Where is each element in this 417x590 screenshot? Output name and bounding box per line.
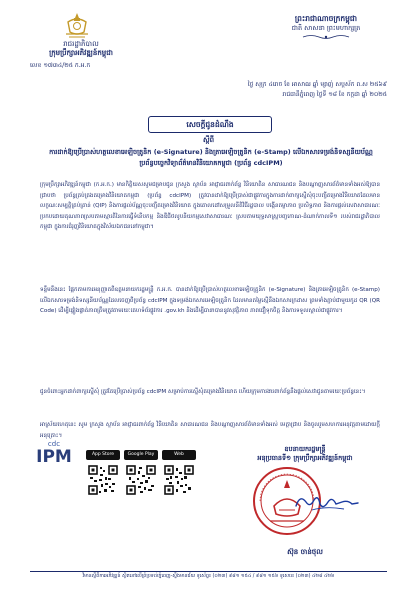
paragraph-1: ក្រុមប្រឹក្សាអភិវឌ្ឍន៍កម្ពុជា (ក.អ.ក.) មានកិត្តិយសសូមជម្រាបជូន ក្រសួង ស្ថាប័ន អាជ្ញាធរពាក់ព័ន្ធ វិនិយោគិន សាធារណជន និងបណ្តាញសារព័ត៌មានទាំងអស់ឱ្យបានជ្រាបថា ប្រព័ន្ធគ្រប់គ្រងគម្រោងវិនិយោគកម្ពុជា (ប្រព័ន្ធ cdcIPM) ត្រូវបានដាក់ឱ្យប្រើប្រាស់ជាផ្លូវការក្នុងការដាក់ពាក្យស្នើសុំចុះបញ្ជីគម្រោងវិនិយោគដែលមានលក្ខណៈសម្បត្តិគ្រប់គ្រាន់ (QIP) និងការផ្តល់ប័ណ្ណចុះបញ្ជីគម្រោងវិនិយោគ ក្នុងគោលដៅសម្រួលនីតិវិធីរដ្ឋបាល បង្កើនតម្លាភាព ប្រសិទ្ធភាព និងការផ្តល់សេវាសាធារណៈប្រកបដោយគុណភាពស្របតាមស្មារតីនៃការធ្វើទំនើបកម្ម និងឌីជីថលូបនីយកម្មសេវាសាធារណៈ ស្របតាមយុទ្ធសាស្ត្របញ្ចកោណ-ដំណាក់កាលទី១ របស់រាជរដ្ឋាភិបាលកម្ពុជា ក្នុងការជំរុញវិនិយោគក្នុងវិស័យឯកជននៅកម្ពុជា។ xyxy=(40,182,380,230)
paragraph-2: ទន្ទឹមនឹងនេះ ផ្អែកតាមការអនុញ្ញាតពីឧត្តមនាយករដ្ឋមន្ត្រី ក.អ.ក. បានដាក់ឱ្យប្រើប្រាស់ហត្ថលេខាអេឡិចត្រូនិក (e-Signature) និងត្រាអេឡិចត្រូនិក (e-Stamp) លើឯកសារទម្រង់និទស្សនីយប័ណ្ណដែលចេញពីប្រព័ន្ធ cdcIPM ក្នុងទម្រង់ឯកសារអេឡិចត្រូនិក ដែលមានតម្លៃស្មើនឹងឯកសារក្រដាស ព្រមទាំងភ្ជាប់ជាមួយកូដ QR (QR Code) ដើម្បីផ្ទៀងផ្ទាត់ភាពត្រឹមត្រូវតាមរយៈគេហទំព័រផ្លូវការ .gov.kh និងដើម្បីធានាបាននូវសុវត្ថិភាព ភាពជឿទុកចិត្ត និងការទទួលស្គាល់ជាផ្លូវការ។ xyxy=(40,287,380,314)
handwritten-signature xyxy=(292,490,362,516)
lunar-date: ថ្ងៃ សុក្រ ៤រោច ខែ អាសាឍ ឆ្នាំ ម្សាញ់ សប្តស័ក ព.ស ២៥៦៩ xyxy=(247,81,387,88)
app-store-badge[interactable]: App Store xyxy=(86,450,120,460)
paragraph-3: ជូនចំពោះអ្នកដាក់ពាក្យស្នើសុំ ត្រូវតែប្រើប្រាស់ប្រព័ន្ធ cdcIPM សម្រាប់ការស្នើសុំគម្រោងវិនិយោគ ហើយក្រុមការងារពាក់ព័ន្ធនឹងផ្តល់សេវាជូនតាមរយៈប្រព័ន្ធនេះ។ xyxy=(40,389,366,395)
kingdom-heading xyxy=(271,14,381,40)
nation-motto: ជាតិ សាសនា ព្រះមហាក្សត្រ xyxy=(291,24,361,32)
brand-cdc: cdc xyxy=(47,440,61,448)
reference-number: លេខ ១៧៣៤/២៥ ក.អ.ក xyxy=(30,62,91,69)
subject-text: ការដាក់ឱ្យប្រើប្រាស់ហត្ថលេខាអេឡិចត្រូនិក (e-Signature) និងត្រាអេឡិចត្រូនិក (e-Stamp) លើឯកសារទម្រង់និទស្សនីយប័ណ្ណប្រព័ន្ធបច្ចេកវិទ្យាព័ត៌មានវិនិយោគកម្ពុជា (ប្រព័ន្ធ cdcIPM) xyxy=(49,148,373,167)
signatory-position: ឧបនាយករដ្ឋមន្ត្រី xyxy=(284,445,326,453)
document-title: សេចក្តីជូនដំណឹង xyxy=(148,116,272,133)
date-block xyxy=(197,80,387,100)
web-badge[interactable]: Web xyxy=(162,450,196,460)
paragraph-4: អាស្រ័យហេតុនេះ សូម ក្រសួង ស្ថាប័ន អាជ្ញាធរពាក់ព័ន្ធ វិនិយោគិន សាធារណជន និងបណ្តាញសារព័ត៌មានទាំងអស់ មេត្តាជ្រាប និងចូលរួមសហការអនុវត្តតាមដោយក្តីអនុគ្រោះ។ xyxy=(40,422,380,439)
qr-code-icon[interactable] xyxy=(126,465,156,495)
cdc-ipm-logo xyxy=(34,440,74,466)
google-play-badge[interactable]: Google Play xyxy=(124,450,158,460)
signatory-title xyxy=(220,445,390,463)
signatory-office: អនុប្រធានទី១ ក្រុមប្រឹក្សាអភិវឌ្ឍន៍កម្ពុជា xyxy=(257,454,353,462)
signatory-name: ស៊ុន ចាន់ថុល xyxy=(287,548,323,556)
kingdom-title: ព្រះរាជាណាចក្រកម្ពុជា xyxy=(294,14,358,23)
government-label: រាជរដ្ឋាភិបាល xyxy=(63,40,99,48)
qr-code-icon[interactable] xyxy=(164,465,194,495)
royal-emblem-logo xyxy=(62,10,92,40)
ornament-divider-icon xyxy=(301,34,351,40)
footer-divider xyxy=(30,571,387,572)
cdc-name: ក្រុមប្រឹក្សាអភិវឌ្ឍន៍កម្ពុជា xyxy=(49,49,113,57)
issuing-organization xyxy=(36,40,126,58)
subject-label: ស្តីពី xyxy=(202,136,215,144)
brand-ipm: IPM xyxy=(36,447,72,467)
qr-code-icon[interactable] xyxy=(88,465,118,495)
solar-date: រាជធានីភ្នំពេញ ថ្ងៃទី ១៨ ខែ កក្កដា ឆ្នាំ ២០២៥ xyxy=(282,91,387,98)
footer-address: វិមានស្តីពីការអភិវឌ្ឍន៍ ស្ថិតនៅលើព្រំប្រទល់ភ្នំពេញ-ស្ទឹងមានជ័យ ទូរស័ព្ទ៖ (០២៣) ៩៨១ ១៥៤ / ៩៨១ ១៥៦ ទូរសារ៖ (០២៣) ៤២៨ ៤២៦ xyxy=(82,574,335,579)
